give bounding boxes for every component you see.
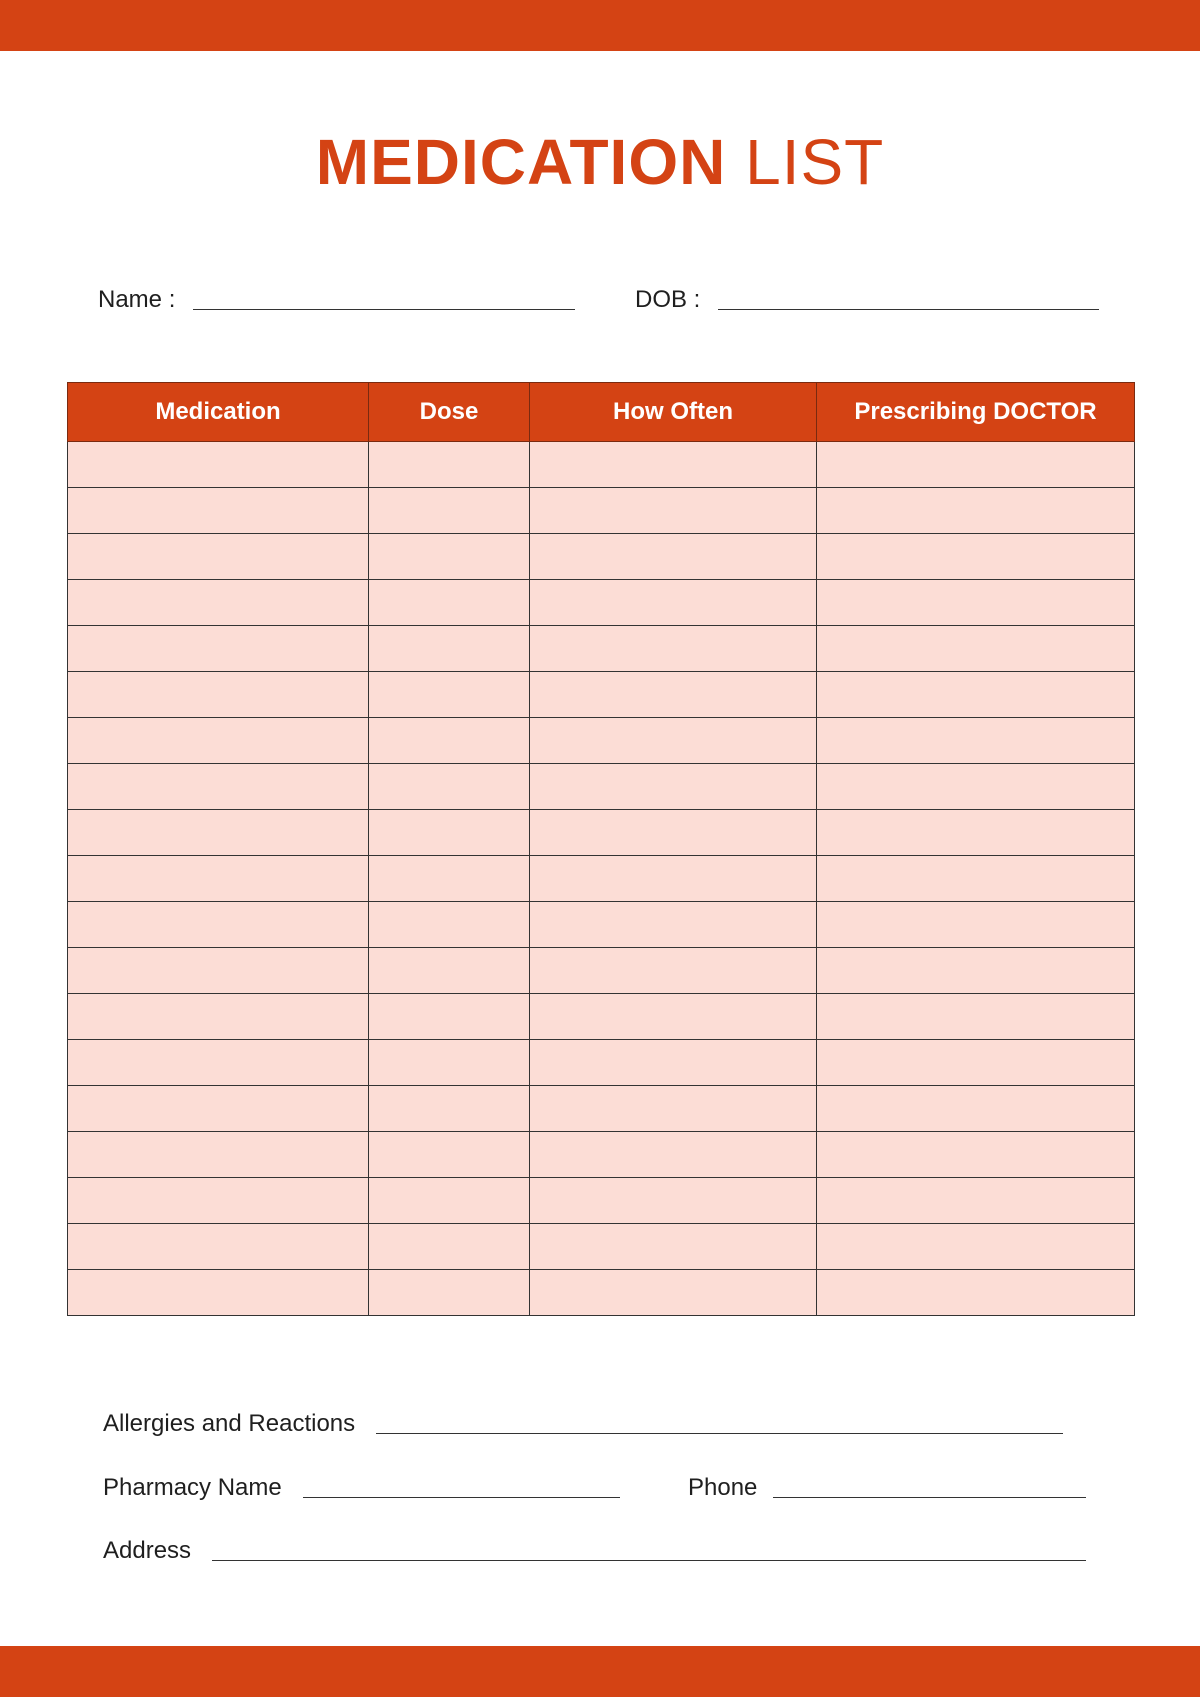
cell-dose[interactable] bbox=[369, 672, 530, 718]
cell-prescribing-doctor[interactable] bbox=[817, 810, 1135, 856]
cell-prescribing-doctor[interactable] bbox=[817, 580, 1135, 626]
cell-medication[interactable] bbox=[68, 718, 369, 764]
table-row bbox=[68, 1040, 1135, 1086]
cell-dose[interactable] bbox=[369, 994, 530, 1040]
cell-prescribing-doctor[interactable] bbox=[817, 1086, 1135, 1132]
cell-how-often[interactable] bbox=[530, 672, 817, 718]
table-row bbox=[68, 1224, 1135, 1270]
cell-dose[interactable] bbox=[369, 1224, 530, 1270]
cell-how-often[interactable] bbox=[530, 626, 817, 672]
table-row bbox=[68, 764, 1135, 810]
cell-how-often[interactable] bbox=[530, 1224, 817, 1270]
cell-how-often[interactable] bbox=[530, 580, 817, 626]
cell-prescribing-doctor[interactable] bbox=[817, 856, 1135, 902]
title-light: LIST bbox=[745, 126, 885, 198]
cell-how-often[interactable] bbox=[530, 810, 817, 856]
table-row bbox=[68, 442, 1135, 488]
cell-how-often[interactable] bbox=[530, 948, 817, 994]
cell-dose[interactable] bbox=[369, 1178, 530, 1224]
cell-prescribing-doctor[interactable] bbox=[817, 672, 1135, 718]
table-header-row bbox=[68, 383, 1135, 442]
cell-medication[interactable] bbox=[68, 856, 369, 902]
header-prescribing-doctor: Prescribing DOCTOR bbox=[817, 383, 1135, 442]
name-field bbox=[98, 286, 575, 314]
table-body bbox=[68, 442, 1135, 1316]
allergies-label: Allergies and Reactions bbox=[103, 1410, 356, 1437]
cell-prescribing-doctor[interactable] bbox=[817, 764, 1135, 810]
table-row bbox=[68, 672, 1135, 718]
cell-prescribing-doctor[interactable] bbox=[817, 1224, 1135, 1270]
cell-medication[interactable] bbox=[68, 902, 369, 948]
cell-dose[interactable] bbox=[369, 1086, 530, 1132]
allergies-input-line[interactable] bbox=[376, 1433, 1063, 1434]
page-title bbox=[0, 122, 1200, 202]
table-row bbox=[68, 534, 1135, 580]
header-medication: Medication bbox=[68, 383, 369, 442]
phone-input-line[interactable] bbox=[773, 1497, 1086, 1498]
pharmacy-label: Pharmacy Name bbox=[103, 1474, 282, 1501]
table-row bbox=[68, 856, 1135, 902]
table-row bbox=[68, 994, 1135, 1040]
address-label: Address bbox=[103, 1537, 192, 1564]
address-input-line[interactable] bbox=[212, 1560, 1086, 1561]
allergies-field bbox=[103, 1410, 1063, 1438]
dob-label: DOB : bbox=[635, 286, 701, 313]
cell-prescribing-doctor[interactable] bbox=[817, 902, 1135, 948]
cell-medication[interactable] bbox=[68, 810, 369, 856]
table-row bbox=[68, 626, 1135, 672]
cell-medication[interactable] bbox=[68, 1086, 369, 1132]
table-row bbox=[68, 580, 1135, 626]
name-input-line[interactable] bbox=[193, 309, 575, 310]
cell-medication[interactable] bbox=[68, 1178, 369, 1224]
cell-dose[interactable] bbox=[369, 626, 530, 672]
header-how-often: How Often bbox=[530, 383, 817, 442]
cell-dose[interactable] bbox=[369, 1270, 530, 1316]
table-row bbox=[68, 902, 1135, 948]
cell-prescribing-doctor[interactable] bbox=[817, 534, 1135, 580]
cell-dose[interactable] bbox=[369, 810, 530, 856]
title-bold: MEDICATION bbox=[315, 126, 727, 198]
address-field bbox=[103, 1537, 1086, 1565]
pharmacy-input-line[interactable] bbox=[303, 1497, 620, 1498]
cell-how-often[interactable] bbox=[530, 764, 817, 810]
cell-how-often[interactable] bbox=[530, 718, 817, 764]
pharmacy-field bbox=[103, 1474, 620, 1502]
cell-medication[interactable] bbox=[68, 764, 369, 810]
cell-prescribing-doctor[interactable] bbox=[817, 488, 1135, 534]
name-label: Name : bbox=[98, 286, 176, 313]
cell-how-often[interactable] bbox=[530, 534, 817, 580]
cell-prescribing-doctor[interactable] bbox=[817, 442, 1135, 488]
cell-medication[interactable] bbox=[68, 1270, 369, 1316]
dob-input-line[interactable] bbox=[718, 309, 1099, 310]
cell-how-often[interactable] bbox=[530, 994, 817, 1040]
cell-prescribing-doctor[interactable] bbox=[817, 948, 1135, 994]
table-row bbox=[68, 718, 1135, 764]
cell-medication[interactable] bbox=[68, 1224, 369, 1270]
cell-medication[interactable] bbox=[68, 580, 369, 626]
cell-prescribing-doctor[interactable] bbox=[817, 626, 1135, 672]
cell-medication[interactable] bbox=[68, 488, 369, 534]
phone-field bbox=[688, 1474, 1086, 1502]
cell-dose[interactable] bbox=[369, 902, 530, 948]
cell-prescribing-doctor[interactable] bbox=[817, 994, 1135, 1040]
table-row bbox=[68, 488, 1135, 534]
table-row bbox=[68, 1270, 1135, 1316]
cell-dose[interactable] bbox=[369, 534, 530, 580]
cell-dose[interactable] bbox=[369, 764, 530, 810]
cell-medication[interactable] bbox=[68, 442, 369, 488]
cell-how-often[interactable] bbox=[530, 1040, 817, 1086]
cell-medication[interactable] bbox=[68, 1040, 369, 1086]
cell-prescribing-doctor[interactable] bbox=[817, 1178, 1135, 1224]
dob-field bbox=[635, 286, 1099, 314]
cell-medication[interactable] bbox=[68, 1132, 369, 1178]
table-row bbox=[68, 1132, 1135, 1178]
cell-dose[interactable] bbox=[369, 442, 530, 488]
cell-medication[interactable] bbox=[68, 534, 369, 580]
cell-dose[interactable] bbox=[369, 488, 530, 534]
cell-prescribing-doctor[interactable] bbox=[817, 1270, 1135, 1316]
cell-medication[interactable] bbox=[68, 948, 369, 994]
table-row bbox=[68, 948, 1135, 994]
top-band bbox=[0, 0, 1200, 51]
cell-dose[interactable] bbox=[369, 718, 530, 764]
cell-prescribing-doctor[interactable] bbox=[817, 1132, 1135, 1178]
table-row bbox=[68, 810, 1135, 856]
cell-prescribing-doctor[interactable] bbox=[817, 718, 1135, 764]
phone-label: Phone bbox=[688, 1474, 758, 1501]
cell-how-often[interactable] bbox=[530, 856, 817, 902]
cell-dose[interactable] bbox=[369, 856, 530, 902]
cell-how-often[interactable] bbox=[530, 442, 817, 488]
cell-dose[interactable] bbox=[369, 948, 530, 994]
cell-dose[interactable] bbox=[369, 1132, 530, 1178]
cell-how-often[interactable] bbox=[530, 488, 817, 534]
cell-medication[interactable] bbox=[68, 626, 369, 672]
bottom-band bbox=[0, 1646, 1200, 1697]
cell-how-often[interactable] bbox=[530, 1270, 817, 1316]
cell-prescribing-doctor[interactable] bbox=[817, 1040, 1135, 1086]
cell-how-often[interactable] bbox=[530, 1132, 817, 1178]
table-row bbox=[68, 1178, 1135, 1224]
cell-medication[interactable] bbox=[68, 994, 369, 1040]
header-dose: Dose bbox=[369, 383, 530, 442]
cell-dose[interactable] bbox=[369, 1040, 530, 1086]
cell-how-often[interactable] bbox=[530, 1178, 817, 1224]
medication-table bbox=[67, 382, 1135, 1316]
table-row bbox=[68, 1086, 1135, 1132]
cell-how-often[interactable] bbox=[530, 1086, 817, 1132]
cell-dose[interactable] bbox=[369, 580, 530, 626]
cell-how-often[interactable] bbox=[530, 902, 817, 948]
cell-medication[interactable] bbox=[68, 672, 369, 718]
